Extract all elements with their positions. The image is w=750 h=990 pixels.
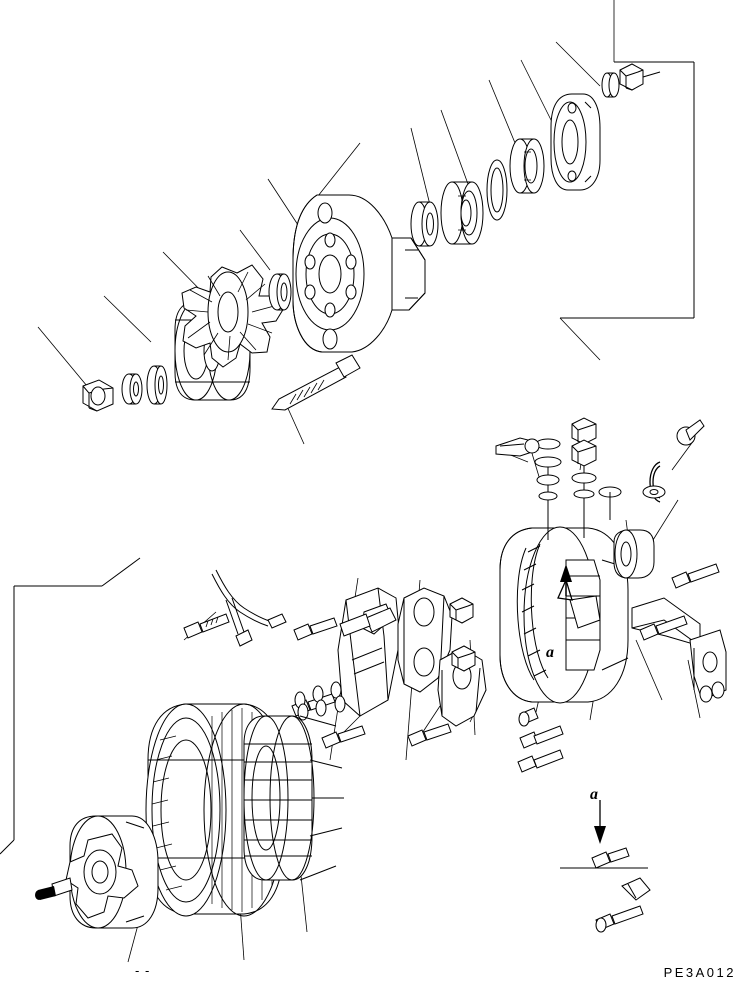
part-bushing-right xyxy=(614,530,654,578)
part-retaining-ring xyxy=(487,160,507,220)
part-slipring-end xyxy=(35,816,158,928)
frame-lines-lower xyxy=(0,558,140,854)
page-marker: - - xyxy=(135,963,151,978)
part-plain-washer xyxy=(147,366,167,404)
part-ball-bearing xyxy=(441,182,483,244)
part-washer-right xyxy=(643,486,665,498)
part-front-housing xyxy=(293,195,425,352)
part-bolts-bottom-center xyxy=(518,708,563,772)
part-mounting-bracket-right xyxy=(632,564,726,702)
part-seal-ring xyxy=(510,139,544,193)
section-detail-a xyxy=(560,800,650,932)
section-mark-lower: a xyxy=(590,786,598,803)
part-ball-pin xyxy=(677,420,704,445)
part-spacer-collar xyxy=(269,274,291,310)
part-nut-rectifier xyxy=(450,598,475,671)
part-through-bolt xyxy=(272,355,360,410)
part-hex-bolt-upper xyxy=(602,64,660,97)
part-brush-holder xyxy=(338,588,400,716)
drawing-code: PE3A012 xyxy=(663,965,736,980)
part-lock-nut xyxy=(83,380,113,411)
part-stud-screws-top xyxy=(535,418,621,540)
part-spring-washer xyxy=(122,374,142,404)
part-rear-housing xyxy=(500,527,628,703)
part-lead-wire xyxy=(212,570,286,646)
section-mark-upper: a xyxy=(546,644,554,661)
part-inner-race xyxy=(411,202,438,246)
part-screw-group-left xyxy=(184,614,229,638)
part-terminal-assembly-left xyxy=(496,438,539,456)
part-bearing-retainer xyxy=(551,94,600,190)
